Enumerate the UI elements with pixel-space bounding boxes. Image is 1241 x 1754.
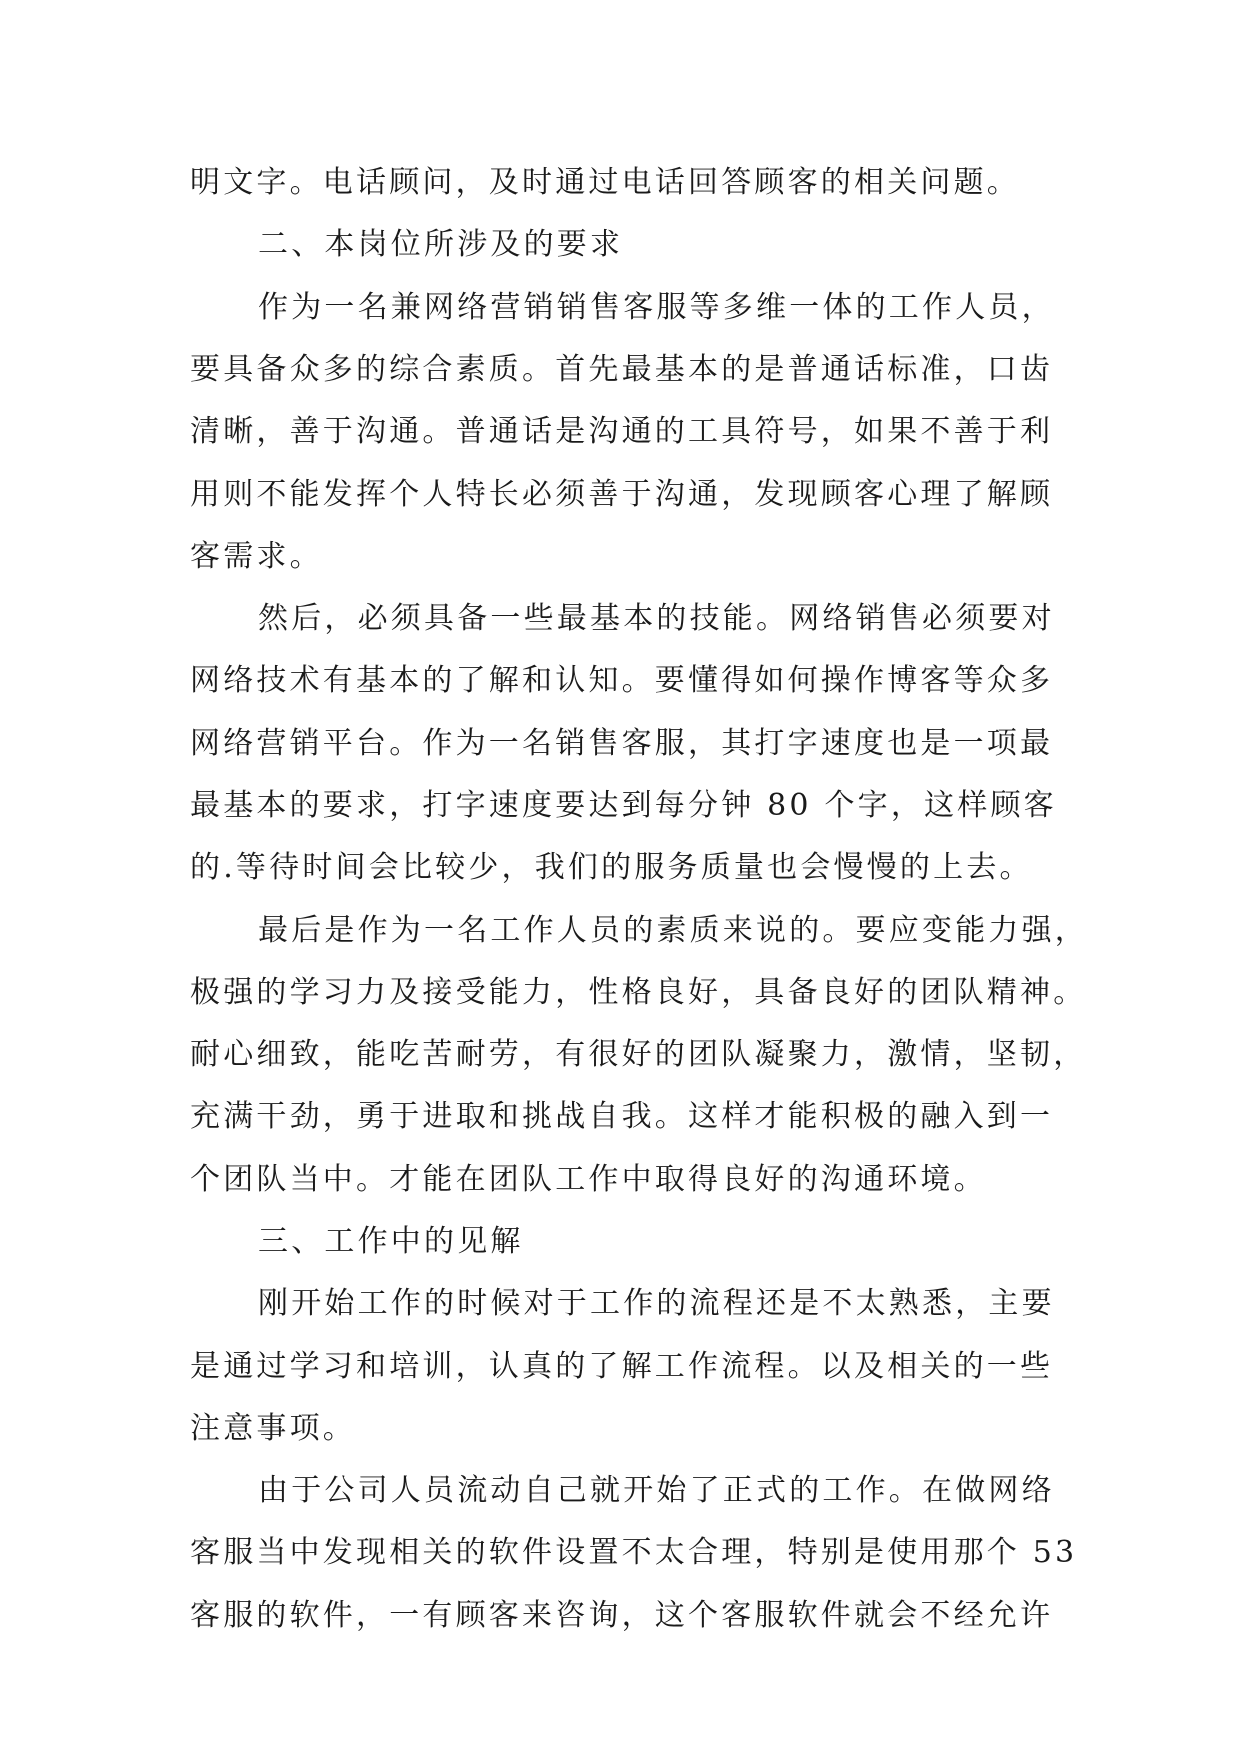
text-line: 注意事项。 xyxy=(190,1411,356,1446)
text-line: 最基本的要求，打字速度要达到每分钟 80 个字，这样顾客 xyxy=(190,788,1057,823)
text-line: 最后是作为一名工作人员的素质来说的。要应变能力强， xyxy=(258,913,1088,948)
text-line: 刚开始工作的时候对于工作的流程还是不太熟悉，主要 xyxy=(258,1286,1055,1321)
text-line: 网络技术有基本的了解和认知。要懂得如何操作博客等众多 xyxy=(190,663,1054,698)
text-line: 用则不能发挥个人特长必须善于沟通，发现顾客心理了解顾 xyxy=(190,477,1054,512)
text-line: 清晰，善于沟通。普通话是沟通的工具符号，如果不善于利 xyxy=(190,414,1054,449)
text-line: 作为一名兼网络营销销售客服等多维一体的工作人员， xyxy=(258,290,1055,325)
text-line: 耐心细致，能吃苦耐劳，有很好的团队凝聚力，激情，坚韧， xyxy=(190,1037,1087,1072)
text-line: 客服的软件，一有顾客来咨询，这个客服软件就会不经允许 xyxy=(190,1598,1054,1633)
text-line: 客需求。 xyxy=(190,539,323,574)
text-line: 明文字。电话顾问，及时通过电话回答顾客的相关问题。 xyxy=(190,165,1020,200)
text-line: 要具备众多的综合素质。首先最基本的是普通话标准，口齿 xyxy=(190,352,1054,387)
text-line: 极强的学习力及接受能力，性格良好，具备良好的团队精神。 xyxy=(190,975,1087,1010)
section-heading: 二、本岗位所涉及的要求 xyxy=(258,227,624,262)
text-line: 由于公司人员流动自己就开始了正式的工作。在做网络 xyxy=(258,1473,1055,1508)
text-line: 个团队当中。才能在团队工作中取得良好的沟通环境。 xyxy=(190,1162,987,1197)
text-line: 是通过学习和培训，认真的了解工作流程。以及相关的一些 xyxy=(190,1349,1054,1384)
text-line: 然后，必须具备一些最基本的技能。网络销售必须要对 xyxy=(258,601,1055,636)
text-line: 网络营销平台。作为一名销售客服，其打字速度也是一项最 xyxy=(190,726,1054,761)
section-heading: 三、工作中的见解 xyxy=(258,1224,524,1259)
text-line: 客服当中发现相关的软件设置不太合理，特别是使用那个 53 xyxy=(190,1535,1078,1570)
text-line: 充满干劲，勇于进取和挑战自我。这样才能积极的融入到一 xyxy=(190,1099,1054,1134)
text-line: 的.等待时间会比较少，我们的服务质量也会慢慢的上去。 xyxy=(190,850,1033,885)
